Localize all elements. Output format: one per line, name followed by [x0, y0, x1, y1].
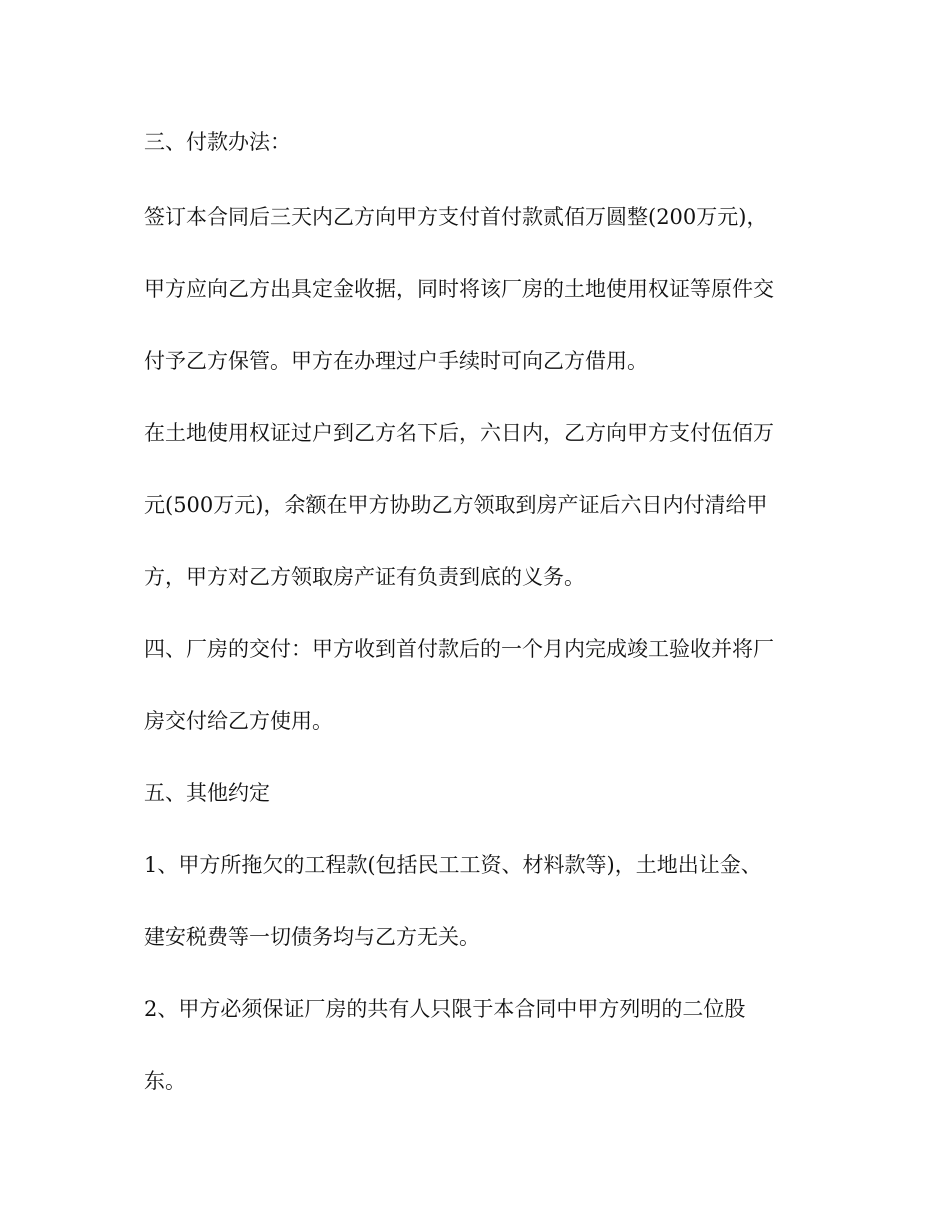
section-heading-other: 五、其他约定: [144, 781, 270, 805]
clause-line: 2、甲方必须保证厂房的共有人只限于本合同中甲方列明的二位股: [144, 997, 746, 1021]
paragraph-line: 付予乙方保管。甲方在办理过户手续时可向乙方借用。: [144, 349, 648, 373]
section-heading-delivery: 四、厂房的交付：甲方收到首付款后的一个月内完成竣工验收并将厂: [144, 637, 774, 661]
paragraph-line: 甲方应向乙方出具定金收据，同时将该厂房的土地使用权证等原件交: [144, 277, 774, 301]
paragraph-line: 方，甲方对乙方领取房产证有负责到底的义务。: [144, 565, 585, 589]
paragraph-line: 元(500万元)，余额在甲方协助乙方领取到房产证后六日内付清给甲: [144, 493, 768, 517]
paragraph-line: 签订本合同后三天内乙方向甲方支付首付款贰佰万圆整(200万元)，: [144, 205, 768, 229]
paragraph-line: 在土地使用权证过户到乙方名下后，六日内，乙方向甲方支付伍佰万: [144, 421, 774, 445]
clause-line: 建安税费等一切债务均与乙方无关。: [144, 925, 480, 949]
section-heading-payment: 三、付款办法：: [144, 130, 291, 154]
paragraph-line: 房交付给乙方使用。: [144, 709, 333, 733]
clause-line: 东。: [144, 1069, 186, 1093]
clause-line: 1、甲方所拖欠的工程款(包括民工工资、材料款等)，土地出让金、: [144, 853, 762, 877]
